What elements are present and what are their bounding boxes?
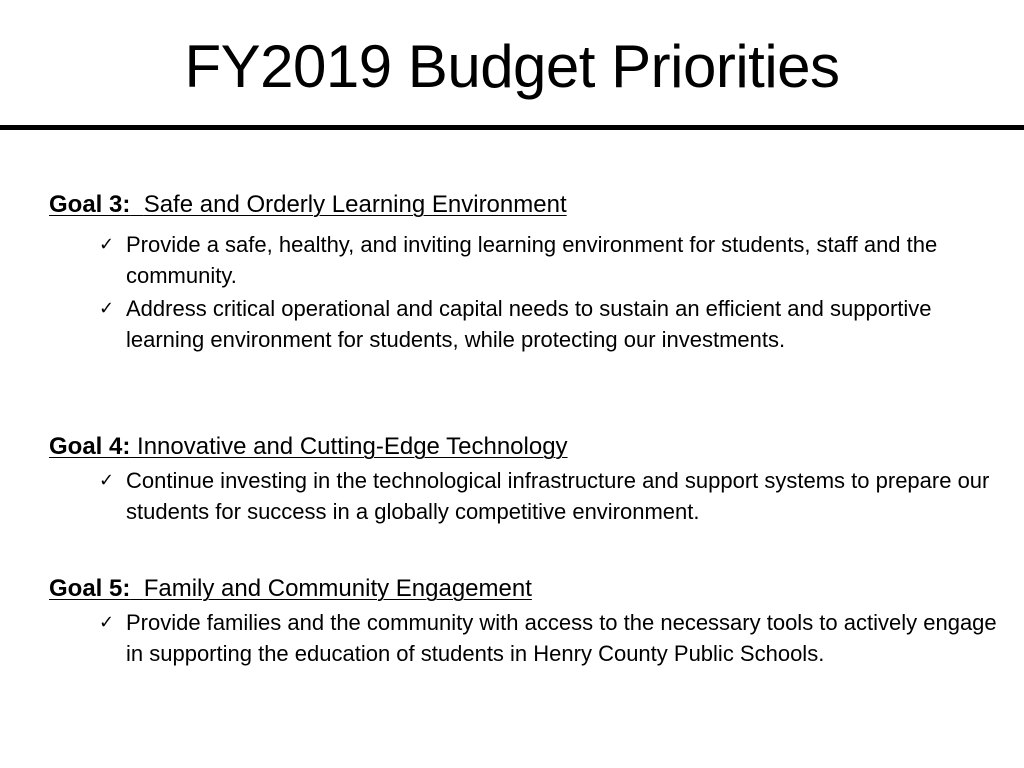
goal-3-bullet-2-text: Address critical operational and capital needs to sustain an efficient and supportive learning environment for students, while protecting our investments. — [126, 296, 932, 352]
goal-4-bullet-1 — [49, 465, 999, 527]
checkmark-icon: ✓ — [99, 234, 115, 254]
checkmark-icon: ✓ — [99, 612, 115, 632]
goal-3-bullet-2 — [49, 293, 999, 355]
checkmark-icon: ✓ — [99, 298, 115, 318]
goal-5-section — [49, 574, 999, 671]
slide-title: FY2019 Budget Priorities — [184, 33, 840, 100]
goal-3-bullet-1-text: Provide a safe, healthy, and inviting learning environment for students, staff and the community. — [126, 232, 938, 288]
goal-4-label: Goal 4: — [49, 433, 131, 460]
goal-4-bullet-list — [49, 465, 999, 527]
goal-3-bullet-1 — [49, 229, 999, 291]
goal-4-section — [49, 432, 999, 529]
title-divider — [0, 125, 1024, 130]
goal-4-bullet-1-text: Continue investing in the technological infrastructure and support systems to prepare our students for success in a globally competitive environment. — [126, 468, 990, 524]
goal-5-heading — [49, 574, 999, 604]
goal-3-label: Goal 3: — [49, 191, 131, 218]
checkmark-icon: ✓ — [99, 470, 115, 490]
goal-4-title: Innovative and Cutting-Edge Technology — [137, 433, 568, 460]
goal-5-bullet-list — [49, 607, 999, 669]
goal-3-section — [49, 190, 999, 357]
goal-3-bullet-list — [49, 229, 999, 355]
goal-3-title: Safe and Orderly Learning Environment — [143, 191, 567, 218]
goal-5-bullet-1 — [49, 607, 999, 669]
goal-3-heading — [49, 190, 999, 220]
goal-4-heading — [49, 432, 999, 462]
goal-5-title: Family and Community Engagement — [143, 575, 532, 602]
goal-5-label: Goal 5: — [49, 575, 131, 602]
goal-5-bullet-1-text: Provide families and the community with access to the necessary tools to actively engage in supporting the education of students in Henry County Public Schools. — [126, 610, 997, 666]
